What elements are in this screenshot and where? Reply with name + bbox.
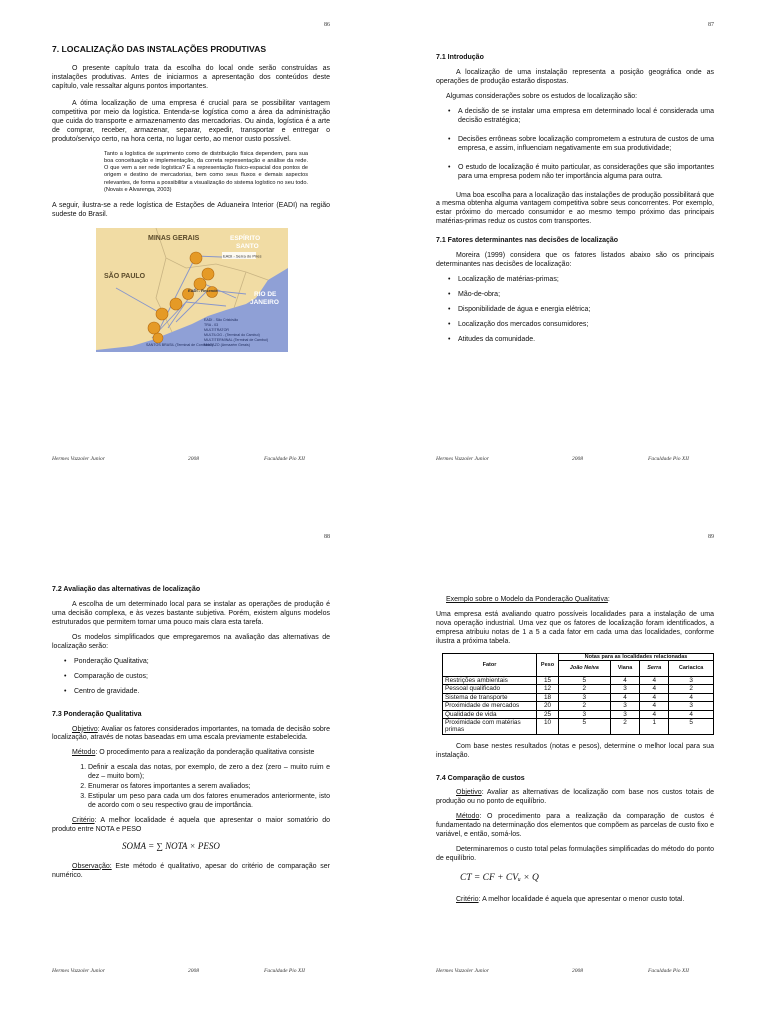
city-bottom: João Neiva [569,665,599,672]
table-header: Fator [443,653,537,676]
page-number: 89 [708,534,714,540]
page-89 [384,512,768,1024]
chapter-title: 7. LOCALIZAÇÃO DAS INSTALAÇÕES PRODUTIVAS [52,44,267,54]
example-title-text: Exemplo sobre o Modelo da Ponderação Qualitativa [446,596,608,603]
list-item: • O estudo de localização é muito particular, as considerações que são importantes para uma empresa podem não ter importância alguma para outra. [448,164,714,182]
table-row [443,693,714,701]
footer-year: 2008 [188,456,199,462]
example-title-colon: : [607,596,610,603]
models-list [64,658,330,697]
step-item: 2. Enumerar os fatores importantes a serem avaliados; [88,783,330,792]
section-heading: 7.4 Comparação de custos [436,774,525,782]
page-87 [384,0,768,512]
objective-label: Objetivo [72,725,98,733]
footer-school: Faculdade Pio XII [648,968,689,974]
city-top: Viana [617,665,633,672]
table-cell: 5 [559,718,611,734]
table-cell: 4 [640,677,669,685]
paragraph-observation [52,863,330,881]
eadi-tag: EADI - Serra do Pires [223,253,262,259]
considerations-list [448,108,714,182]
paragraph: A ótima localização de uma empresa é crucial para se possibilitar vantagem competitiva por meio da logística. Entenda-se logística como a área da administração que cuida do transporte e armazenamento das mercadorias. Ou ainda, logística é a arte de comprar, receber, armazenar, separar, expedir, transportar e entregar o produto/serviço certo, na hora certa, no lugar certo, ao menor custo possível. [52,99,330,143]
table-cell: 3 [669,702,714,710]
legend-item: MULTITRATOR [204,328,229,333]
table-cell: 4 [640,702,669,710]
list-item: • Centro de gravidade. [64,688,330,697]
table-cell: 2 [669,685,714,693]
table-cell: 5 [559,677,611,685]
paragraph: A seguir, ilustra-se a rede logística de Estações de Aduaneira Interior (EADI) na região sudeste do Brasil. [52,202,330,219]
paragraph-objective [52,726,330,744]
paragraph: Uma empresa está avaliando quatro possíveis localidades para a instalação de uma nova operação industrial. Uma vez que os fatores de localização foram identificados, a empresa atribuiu notas de 1 a 5 a cada fator em cada uma das localidades, conforme ilustra a próxima tabela. [436,610,714,645]
method-label: Método [72,749,96,757]
list-item: • Decisões errôneas sobre localização comprometem a estrutura de custos de uma empresa, e assim, influenciam negativamente em sua produtividade; [448,136,714,154]
factors-list [448,276,714,345]
step-item: 1. Definir a escala das notas, por exemplo, de zero a dez (zero – muito ruim e dez – muito bom); [88,764,330,782]
paragraph-method [436,813,714,840]
eadi-network-map [96,228,288,352]
footer-author: Hermes Vazzoler Junior [436,456,489,462]
paragraph: A localização de uma instalação representa a posição geográfica onde as operações de produção estarão dispostas. [436,68,714,85]
section-heading: 7.1 Introdução [436,54,484,61]
observation-text: Este método é qualitativo, apesar do critério de comparação ser numérico. [52,862,330,879]
paragraph-criterion [436,896,714,905]
step-item: 3. Estipular um peso para cada um dos fatores enumerados anteriormente, isto de acordo com o seu respectivo grau de importância. [88,793,330,811]
legend-item: MAGAZO (Armazém Gerais) [204,343,250,348]
page-number: 87 [708,22,714,28]
map-label: RIO DE [254,291,277,299]
table-cell: 3 [669,677,714,685]
legend-item: EADI - São Cristóvão [204,318,239,323]
criterion-label: Critério [72,817,95,825]
table-cell: Qualidade de vida [443,710,537,718]
footer-author: Hermes Vazzoler Junior [436,968,489,974]
city-top: Cariacica [678,665,704,672]
table-cell: 2 [559,702,611,710]
paragraph: Determinaremos o custo total pelas formulações simplificadas do método do ponto de equilíbrio. [436,846,714,863]
paragraph: O presente capítulo trata da escolha do local onde serão construídas as instalações produtivas. Antes de iniciarmos a apresentação dos conteúdos deste capítulo, vale ressaltar alguns pontos importantes. [52,65,330,90]
table-cell: Proximidade com matérias primas [443,718,537,734]
map-label: SÃO PAULO [104,273,146,281]
list-item: • Atitudes da comunidade. [448,336,714,345]
table-cell: 3 [610,685,640,693]
objective-text: : Avaliar os fatores considerados importantes, na tomada de decisão sobre localização, através de notas baseadas em uma escala previamente estabelecida. [52,725,330,742]
table-cell: 5 [669,718,714,734]
map-illustration [96,228,288,352]
page-86 [0,0,384,512]
table-cell: Sistema de transporte [443,693,537,701]
formula-ct: CT = CF + CVᵤ × Q [460,873,539,884]
section-heading: 7.3 Ponderação Qualitativa [52,710,142,718]
paragraph: Uma boa escolha para a localização das instalações de produção possibilitará que a mesma obtenha alguma vantagem competitiva sobre seus concorrentes. Por exemplo, estar próximo do mercado consumidor e ao mesmo tempo próximo das principais matérias-primas reduz os custos com transportes. [436,191,714,226]
city-bottom: Serra [647,665,662,672]
paragraph: Os modelos simplificados que empregaremos na avaliação das alternativas de localização serão: [52,633,330,650]
footer-school: Faculdade Pio XII [264,456,305,462]
table-cell: Pessoal qualificado [443,685,537,693]
page-88 [0,512,384,1024]
list-item: • Localização de matérias-primas; [448,276,714,285]
footer-year: 2008 [572,968,583,974]
legend-item: MULTILOG - (Terminal do Cambuí) [204,333,260,338]
table-cell: 4 [640,710,669,718]
legend-item: TRA - 03 [204,323,219,328]
section-heading: 7.1 Fatores determinantes nas decisões de localização [436,237,619,245]
footer-year: 2008 [188,968,199,974]
table-cell: 3 [559,693,611,701]
page-number: 88 [324,534,330,540]
method-steps [88,764,330,811]
table-cell: 3 [559,710,611,718]
factors-table [442,653,714,735]
objective-text: : Avaliar as alternativas de localização com base nos custos totais de produção ou no ponto de equilíbrio. [436,789,714,806]
legend-item: SANTOS BRASIL (Terminal de Contêiner) [146,343,213,348]
footer-year: 2008 [572,456,583,462]
table-cell: 4 [610,677,640,685]
method-label: Método [456,813,480,821]
footer-school: Faculdade Pio XII [648,456,689,462]
table-cell: 4 [640,693,669,701]
paragraph-method [52,749,330,758]
list-item: • Mão-de-obra; [448,291,714,300]
paragraph: Com base nestes resultados (notas e pesos), determine o melhor local para sua instalação. [436,742,714,759]
formula-soma: SOMA = ∑ NOTA × PESO [122,841,220,852]
table-header-city [559,661,611,677]
table-cell: 12 [537,685,559,693]
table-cell: 4 [610,693,640,701]
method-text: : O procedimento para a realização da comparação de custos é fundamentado na determinação dos elementos que compõem as parcelas de custo fixo e variável, e então, somá-los. [436,813,714,839]
table-row [443,677,714,685]
table-cell: 25 [537,710,559,718]
paragraph-objective [436,789,714,807]
paragraph: Algumas considerações sobre os estudos de localização são: [446,92,638,100]
table-cell: Restrições ambientais [443,677,537,685]
map-label: ESPÍRITO [230,235,261,243]
list-item: • A decisão de se instalar uma empresa em determinado local é considerada uma decisão estratégica; [448,108,714,126]
table-cell: 2 [610,718,640,734]
table-row [443,710,714,718]
table-header-group: Notas para as localidades relacionadas [559,653,714,660]
table-header: Peso [537,653,559,676]
list-item: • Comparação de custos; [64,673,330,682]
legend-item: MULTITERMINAL (Terminal de Cambuí) [204,338,269,343]
table-row [443,718,714,734]
table-cell: 3 [610,710,640,718]
table-cell: 4 [640,685,669,693]
table-header-city [640,661,669,677]
objective-label: Objetivo [456,789,482,797]
table-cell: 3 [610,702,640,710]
table-cell: 2 [559,685,611,693]
method-text: : O procedimento para a realização da ponderação qualitativa consiste [95,749,315,757]
map-label: JANEIRO [250,299,279,307]
list-item: • Ponderação Qualitativa; [64,658,330,667]
table-cell: 10 [537,718,559,734]
block-quote: Tanto a logística de suprimento como de distribuição física dependem, para sua boa conceituação e implementação, da correta representação e análise da rede. O que vem a ser rede logística? É a representação físico-espacial dos pontos de origem e destino de mercadorias, bem como seus fluxos e demais aspectos relevantes, de forma a possibilitar a visualização do sistema logístico no seu todo. (Novais e Alvarenga, 2003) [104,150,308,193]
criterion-text: : A melhor localidade é aquela que apresentar o menor custo total. [478,896,685,904]
table-cell: 15 [537,677,559,685]
footer-author: Hermes Vazzoler Junior [52,456,105,462]
observation-label: Observação: [72,862,112,870]
table-row [443,685,714,693]
table-row [443,702,714,710]
list-item: • Localização dos mercados consumidores; [448,321,714,330]
section-heading: 7.2 Avaliação das alternativas de localização [52,586,201,593]
paragraph: A escolha de um determinado local para se instalar as operações de produção é uma decisão complexa, e às vezes bastante subjetiva. Porém, existem alguns modelos estruturados que permitem tornar uma pouco mais clara esta tarefa. [52,600,330,626]
table-cell: 1 [640,718,669,734]
criterion-text: : A melhor localidade é aquela que apresentar o maior somatório do produto entre NOTA e PESO [52,817,330,834]
table-cell: 4 [669,710,714,718]
table-cell: Proximidade de mercados [443,702,537,710]
list-item: • Disponibilidade de água e energia elétrica; [448,306,714,315]
criterion-label: Critério [456,896,479,904]
eadi-tag: EADI - Resende [188,288,218,294]
table-cell: 18 [537,693,559,701]
table-cell: 4 [669,693,714,701]
paragraph-criterion [52,817,330,835]
table-cell: 20 [537,702,559,710]
map-label: MINAS GERAIS [148,235,200,243]
footer-author: Hermes Vazzoler Junior [52,968,105,974]
map-label: SANTO [236,243,259,251]
footer-school: Faculdade Pio XII [264,968,305,974]
table-header-city [610,661,640,677]
table-header-city [669,661,714,677]
paragraph: Moreira (1999) considera que os fatores listados abaixo são os principais determinantes nas decisões de localização: [436,252,714,269]
page-number: 86 [324,22,330,28]
example-title [436,596,714,605]
